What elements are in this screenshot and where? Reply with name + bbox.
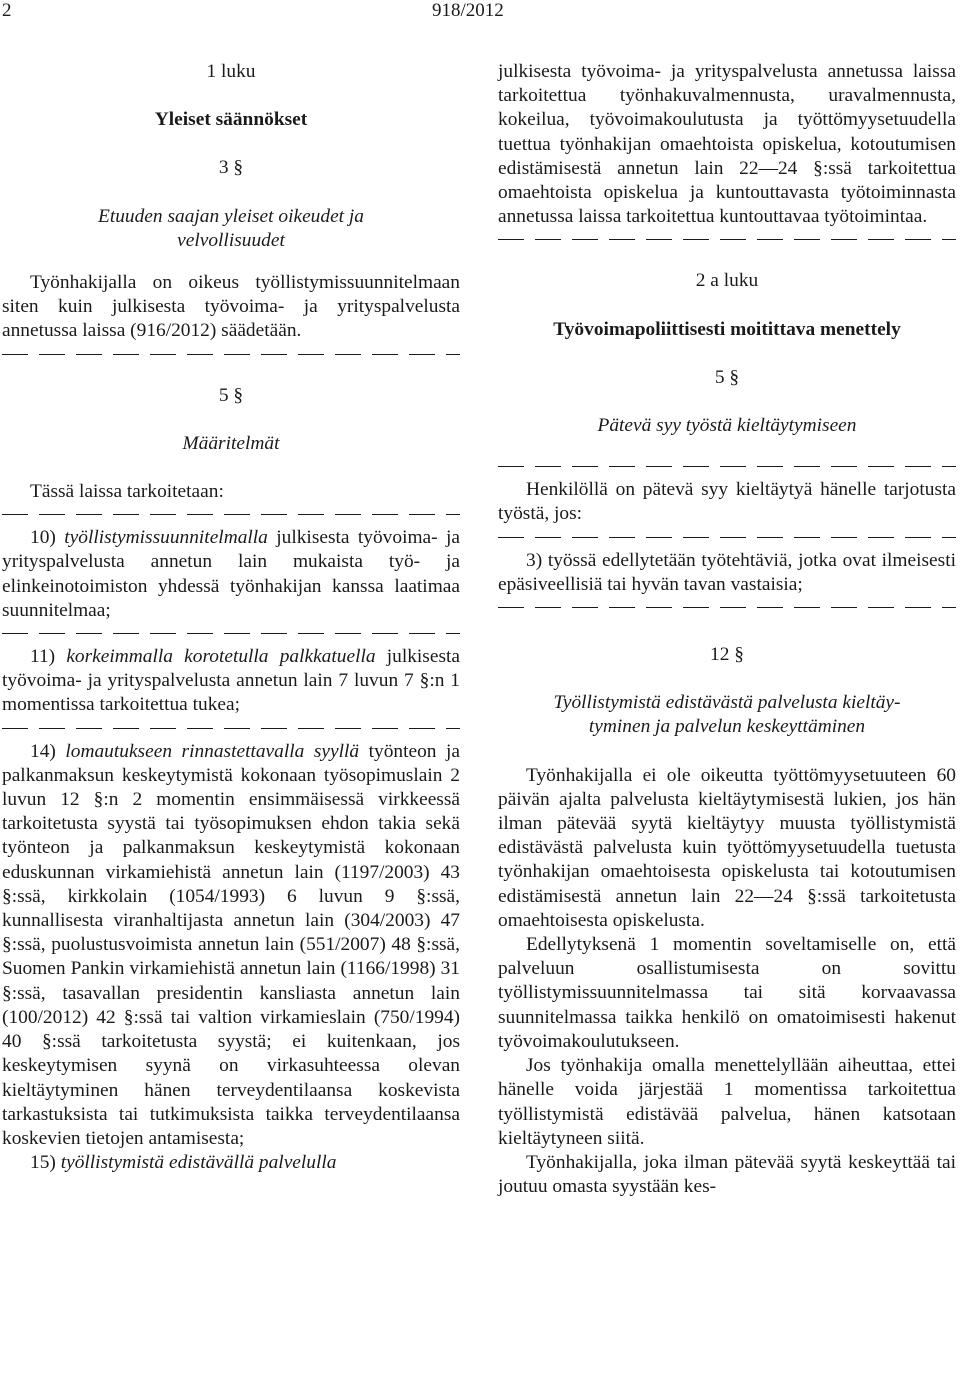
item-number: 15) (30, 1152, 56, 1174)
defined-term: lomautukseen rinnastettavalla syyllä (65, 740, 360, 762)
defined-term: työllistymistä edistävällä palvelulla (60, 1152, 337, 1174)
section-3-title-line2: velvollisuudet (177, 229, 285, 251)
omission-divider (2, 508, 460, 520)
section-3-title-line1: Etuuden saajan yleiset oikeudet ja (97, 205, 364, 227)
omission-divider (2, 627, 460, 639)
omission-divider (2, 722, 460, 734)
chapter-title: Työvoimapoliittisesti moitittava menettely (553, 318, 901, 340)
item-number: 10) (30, 527, 56, 549)
omission-divider (498, 531, 956, 543)
section-5-intro: Henkilöllä on pätevä syy kieltäytyä hänelle tarjotusta työstä, jos: (498, 479, 956, 525)
section-3-text: Työnhakijalla on oikeus työllistymissuunnitelmaan siten kuin julkisesta työvoima- ja yrityspalvelusta annetussa laissa (916/2012) säädetään. (2, 272, 460, 342)
section-12-paragraph-4: Työnhakijalla, joka ilman pätevää syytä keskeyttää tai joutuu omasta syystään kes- (498, 1151, 956, 1198)
chapter-title: Yleiset säännökset (154, 109, 308, 131)
item-number: 11) (30, 646, 56, 668)
section-12-paragraph-3: Jos työnhakija omalla menettelyllään aiheuttaa, ettei hänelle voida järjestää 1 momentissa tarkoitettua työllistymistä edistävää palvelua, hänen katsotaan kieltäytyneen siitä. (498, 1055, 956, 1149)
definition-item-15 (2, 1151, 460, 1175)
definition-text: julkisesta työvoima- ja yrityspalvelusta annetun lain 7 luvun 7 §:n 1 momentissa tarkoitettua tukea; (2, 646, 460, 716)
omission-divider (2, 348, 460, 360)
section-12-paragraph-2: Edellytyksenä 1 momentin soveltamiselle on, että palveluun osallistumisesta on sovittu työllistymissuunnitelmassa tai sitä korvaavassa suunnitelmassa taikka henkilö on omatoimisesti hakenut työvoimakoulutukseen. (498, 934, 956, 1052)
definition-item-11 (2, 645, 460, 718)
section-5-number: 5 § (218, 384, 244, 406)
page-number: 2 (2, 0, 12, 21)
omission-divider (498, 233, 956, 245)
defined-term: korkeimmalla korotetulla palkkatuella (66, 646, 376, 668)
section-12-title-line1: Työllistymistä edistävästä palvelusta kieltäy- (553, 692, 901, 714)
page-header (0, 0, 960, 26)
definition-text: työnteon ja palkanmaksun keskeytymistä kokonaan työsopimuslain 2 luvun 12 §:n 2 momentin ensimmäisessä virkkeessä tarkoitetusta syystä tai työsopimuksen ehdon takia sekä työnteon ja palkanmaksun keskeytymistä kokonaan eduskunnan virkamiehistä annetun lain (1197/2003) 43 §:ssä, kirkkolain (1054/1993) 6 luvun 9 §:ssä, kunnallisesta viranhaltijasta annetun lain (304/2003) 47 §:ssä, puolustusvoimista annetun lain (551/2007) 48 §:ssä, Suomen Pankin virkamiehistä annetun lain (1166/1998) 31 §:ssä, tasavallan presidentin kansliasta annetun lain (100/2012) 42 §:ssä tai valtion virkamieslain (750/1994) 40 §:ssä tarkoitetusta syystä; ei kuitenkaan, jos keskeytymisen syynä on virkasuhteessa olevan kieltäytyminen hänen terveydentilaansa koskevista tarkastuksista tai tutkimuksista taikka terveydentilaansa koskevien tietojen antamisesta; (2, 740, 460, 1149)
omission-divider (498, 460, 956, 472)
chapter-heading: 2 a luku (695, 270, 759, 292)
section-12-title-line2: tyminen ja palvelun keskeyttäminen (588, 716, 866, 738)
right-column (498, 60, 956, 1199)
section-5-title: Pätevä syy työstä kieltäytymiseen (597, 415, 857, 437)
section-5-intro: Tässä laissa tarkoitetaan: (30, 481, 224, 503)
left-column (2, 60, 460, 1175)
chapter-heading: 1 luku (206, 61, 256, 82)
section-3-number: 3 § (218, 157, 244, 179)
document-number: 918/2012 (432, 0, 504, 21)
section-12-paragraph-1: Työnhakijalla ei ole oikeutta työttömyysetuuteen 60 päivän ajalta palvelusta kieltäytymisestä lukien, jos hän ilman pätevää syytä kieltäytyy muusta työllistymistä edistävästä palvelusta kuin työttömyysetuudella tuetusta työnhakijan omaehtoisesta opiskelusta tai kotoutumisen edistämisestä annetun lain 22—24 §:ssä tarkoitetusta omaehtoisesta opiskelusta. (498, 764, 956, 931)
continued-definition-text: julkisesta työvoima- ja yrityspalvelusta annetussa laissa tarkoitettua työnhakuvalmennusta, uravalmennusta, kokeilua, työvoimakoulutusta ja työttömyysetuudella tuettua työnhakijan omaehtoista opiskelua, kotoutumisen edistämisestä annetun lain 22—24 §:ssä tarkoitettua omaehtoista opiskelua ja kuntouttavasta työtoiminnasta annetussa laissa tarkoitettua kuntouttavaa työtoimintaa. (498, 61, 956, 228)
definition-text: julkisesta työvoima- ja yrityspalvelusta annetun lain mukaista työ- ja elinkeinotoimiston yhdessä työnhakijan kanssa laatimaa suunnitelmaa; (2, 527, 460, 621)
omission-divider (498, 601, 956, 613)
section-12-number: 12 § (710, 644, 744, 666)
definition-item-10 (2, 526, 460, 623)
section-5-number: 5 § (714, 366, 740, 388)
section-5-item-3: 3) työssä edellytetään työtehtäviä, jotka ovat ilmeisesti epäsiveellisiä tai hyvän tavan vastaisia; (498, 549, 956, 595)
definition-item-14 (2, 740, 460, 1151)
section-5-title: Määritelmät (182, 432, 280, 454)
defined-term: työllistymissuunnitelmalla (64, 527, 268, 549)
item-number: 14) (30, 740, 56, 762)
